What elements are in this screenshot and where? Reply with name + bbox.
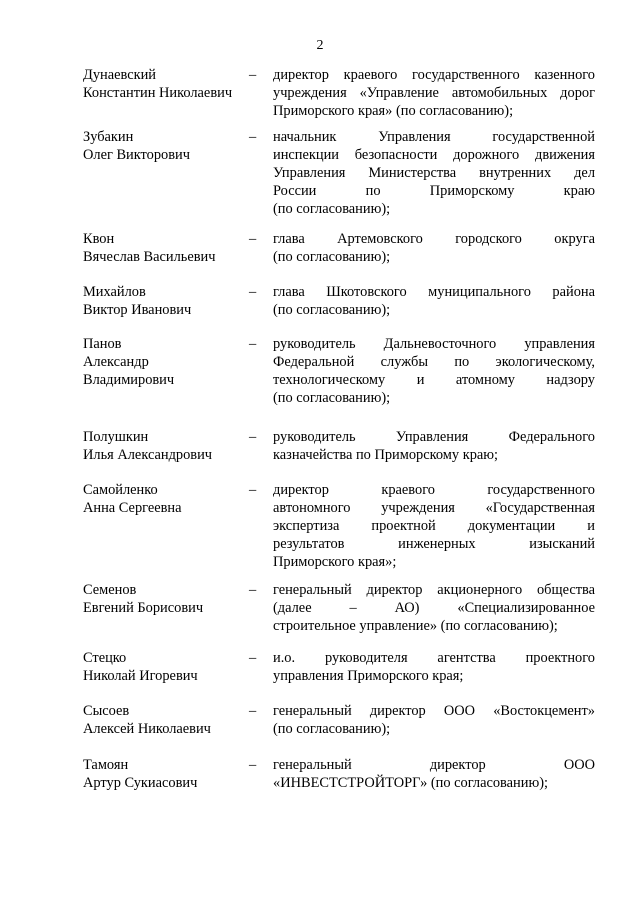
position-line: руководитель Управления Федерального: [273, 429, 595, 445]
given-names: Илья Александрович: [83, 447, 213, 463]
person-name: [83, 702, 248, 738]
position-line: инспекции безопасности дорожного движения: [273, 147, 595, 163]
dash-separator: –: [249, 650, 257, 666]
dash-separator: –: [249, 231, 257, 247]
surname: Самойленко: [83, 482, 158, 498]
position-line: (по согласованию);: [273, 249, 391, 265]
person-name: [83, 581, 248, 617]
position-line: директор краевого государственного: [273, 482, 595, 498]
position-line: и.о. руководителя агентства проектного: [273, 650, 595, 666]
given-names: Александр: [83, 354, 149, 370]
given-names: Владимирович: [83, 372, 175, 388]
dash-separator: –: [249, 429, 257, 445]
dash-separator: –: [249, 482, 257, 498]
given-names: Анна Сергеевна: [83, 500, 182, 516]
position-line: результатов инженерных изысканий: [273, 536, 595, 552]
surname: Зубакин: [83, 129, 134, 145]
surname: Панов: [83, 336, 122, 352]
given-names: Алексей Николаевич: [83, 721, 211, 737]
position-description: [273, 428, 595, 464]
person-name: [83, 428, 248, 464]
person-name: [83, 649, 248, 685]
surname: Сысоев: [83, 703, 130, 719]
position-description: [273, 283, 595, 319]
position-line: Федеральной службы по экологическому,: [273, 354, 595, 370]
position-line: экспертиза проектной документации и: [273, 518, 595, 534]
position-description: [273, 481, 595, 571]
person-name: [83, 230, 248, 266]
given-names: Артур Сукиасович: [83, 775, 198, 791]
position-description: [273, 335, 595, 407]
position-line: генеральный директор ООО: [273, 757, 595, 773]
position-description: [273, 66, 595, 120]
dash-separator: –: [249, 757, 257, 773]
surname: Дунаевский: [83, 67, 156, 83]
person-name: [83, 756, 248, 792]
position-line: Управления Министерства внутренних дел: [273, 165, 595, 181]
position-line: генеральный директор ООО «Востокцемент»: [273, 703, 595, 719]
dash-separator: –: [249, 703, 257, 719]
position-line: строительное управление» (по согласованию);: [273, 618, 558, 634]
position-line: (далее – АО) «Специализированное: [273, 600, 595, 616]
person-name: [83, 283, 248, 319]
position-line: учреждения «Управление автомобильных дорог: [273, 85, 595, 101]
position-line: (по согласованию);: [273, 390, 391, 406]
page-number: 2: [316, 38, 324, 53]
dash-separator: –: [249, 582, 257, 598]
position-line: глава Шкотовского муниципального района: [273, 284, 595, 300]
position-line: генеральный директор акционерного общества: [273, 582, 595, 598]
position-description: [273, 756, 595, 792]
position-line: (по согласованию);: [273, 302, 391, 318]
position-line: управления Приморского края;: [273, 668, 464, 684]
position-description: [273, 230, 595, 266]
position-description: [273, 581, 595, 635]
surname: Стецко: [83, 650, 127, 666]
position-description: [273, 649, 595, 685]
surname: Михайлов: [83, 284, 146, 300]
position-line: (по согласованию);: [273, 201, 391, 217]
position-line: технологическому и атомному надзору: [273, 372, 595, 388]
given-names: Олег Викторович: [83, 147, 190, 163]
position-line: России по Приморскому краю: [273, 183, 595, 199]
person-name: [83, 335, 248, 389]
position-line: глава Артемовского городского округа: [273, 231, 595, 247]
dash-separator: –: [249, 336, 257, 352]
surname: Квон: [83, 231, 115, 247]
position-line: автономного учреждения «Государственная: [273, 500, 595, 516]
person-name: [83, 128, 248, 164]
surname: Полушкин: [83, 429, 149, 445]
dash-separator: –: [249, 67, 257, 83]
given-names: Константин Николаевич: [83, 85, 233, 101]
position-line: директор краевого государственного казенного: [273, 67, 595, 83]
person-name: [83, 481, 248, 517]
given-names: Виктор Иванович: [83, 302, 192, 318]
dash-separator: –: [249, 284, 257, 300]
position-line: (по согласованию);: [273, 721, 391, 737]
position-line: руководитель Дальневосточного управления: [273, 336, 595, 352]
position-line: Приморского края» (по согласованию);: [273, 103, 514, 119]
given-names: Николай Игоревич: [83, 668, 198, 684]
person-name: [83, 66, 248, 102]
surname: Тамоян: [83, 757, 129, 773]
position-description: [273, 128, 595, 218]
surname: Семенов: [83, 582, 137, 598]
position-line: Приморского края»;: [273, 554, 397, 570]
position-line: «ИНВЕСТСТРОЙТОРГ» (по согласованию);: [273, 775, 548, 791]
given-names: Вячеслав Васильевич: [83, 249, 216, 265]
given-names: Евгений Борисович: [83, 600, 204, 616]
dash-separator: –: [249, 129, 257, 145]
position-line: казначейства по Приморскому краю;: [273, 447, 499, 463]
position-line: начальник Управления государственной: [273, 129, 595, 145]
position-description: [273, 702, 595, 738]
